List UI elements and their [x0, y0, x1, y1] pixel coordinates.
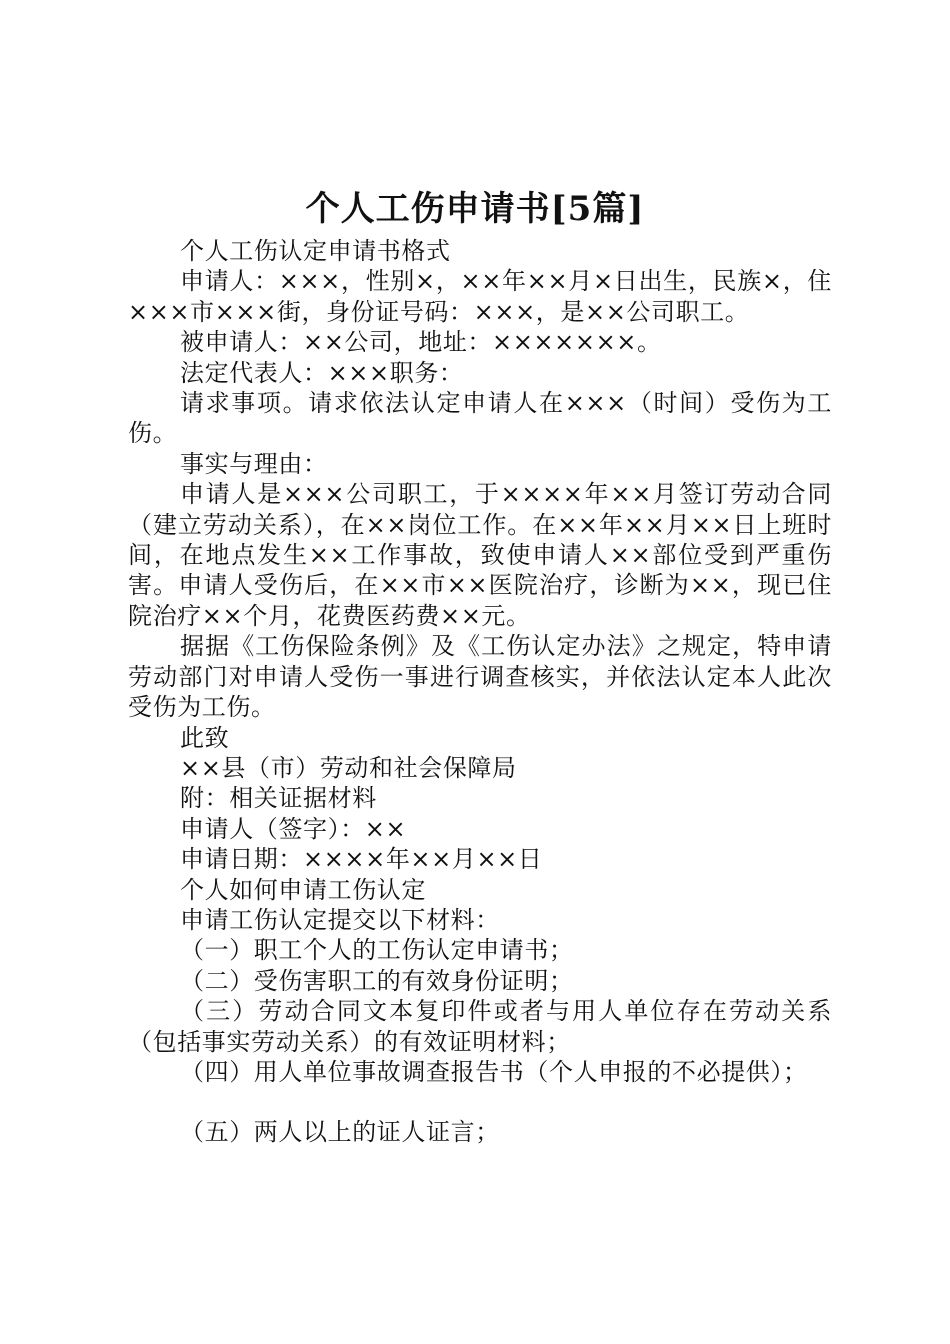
paragraph-signature: 申请人（签字）：×× [180, 814, 407, 843]
paragraph-attachment: 附：相关证据材料 [180, 784, 377, 813]
list-item-4: （四）用人单位事故调查报告书（个人申报的不必提供）； [180, 1057, 808, 1086]
paragraph-basis: 据据《工伤保险条例》及《工伤认定办法》之规定，特申请劳动部门对申请人受伤一事进行调查核实，并依法认定本人此次受伤为工伤。 [128, 632, 832, 722]
paragraph-facts: 申请人是×××公司职工，于××××年××月签订劳动合同（建立劳动关系），在××岗位工作。在××年××月××日上班时间，在地点发生××工作事故，致使申请人××部位受到严重伤害。申请人受伤后，在××市××医院治疗，诊断为××，现已住院治疗××个月，花费医药费××元。 [128, 480, 832, 630]
paragraph-recipient: ××县（市）劳动和社会保障局 [180, 753, 517, 782]
paragraph-how-to-heading: 个人如何申请工伤认定 [180, 875, 426, 904]
list-item-3: （三）劳动合同文本复印件或者与用人单位存在劳动关系（包括事实劳动关系）的有效证明材料； [128, 997, 832, 1056]
paragraph-date: 申请日期：××××年××月××日 [180, 845, 543, 874]
paragraph-respondent: 被申请人：××公司，地址：×××××××。 [180, 328, 662, 357]
list-item-5: （五）两人以上的证人证言； [180, 1118, 500, 1147]
document-title: 个人工伤申请书[5篇] [305, 189, 645, 229]
list-item-1: （一）职工个人的工伤认定申请书； [180, 936, 574, 965]
document-body [128, 236, 832, 1148]
paragraph-applicant: 申请人：×××，性别×，××年××月×日出生，民族×，住×××市×××街，身份证号码：×××，是××公司职工。 [128, 267, 832, 326]
paragraph-legal-representative: 法定代表人：×××职务： [180, 358, 464, 387]
paragraph-materials-heading: 申请工伤认定提交以下材料： [180, 905, 500, 934]
paragraph-request: 请求事项。请求依法认定申请人在×××（时间）受伤为工伤。 [128, 389, 832, 448]
paragraph-salutation: 此致 [180, 723, 230, 752]
list-item-2: （二）受伤害职工的有效身份证明； [180, 966, 574, 995]
paragraph-facts-heading: 事实与理由： [180, 449, 328, 478]
paragraph-form-heading: 个人工伤认定申请书格式 [180, 237, 451, 265]
